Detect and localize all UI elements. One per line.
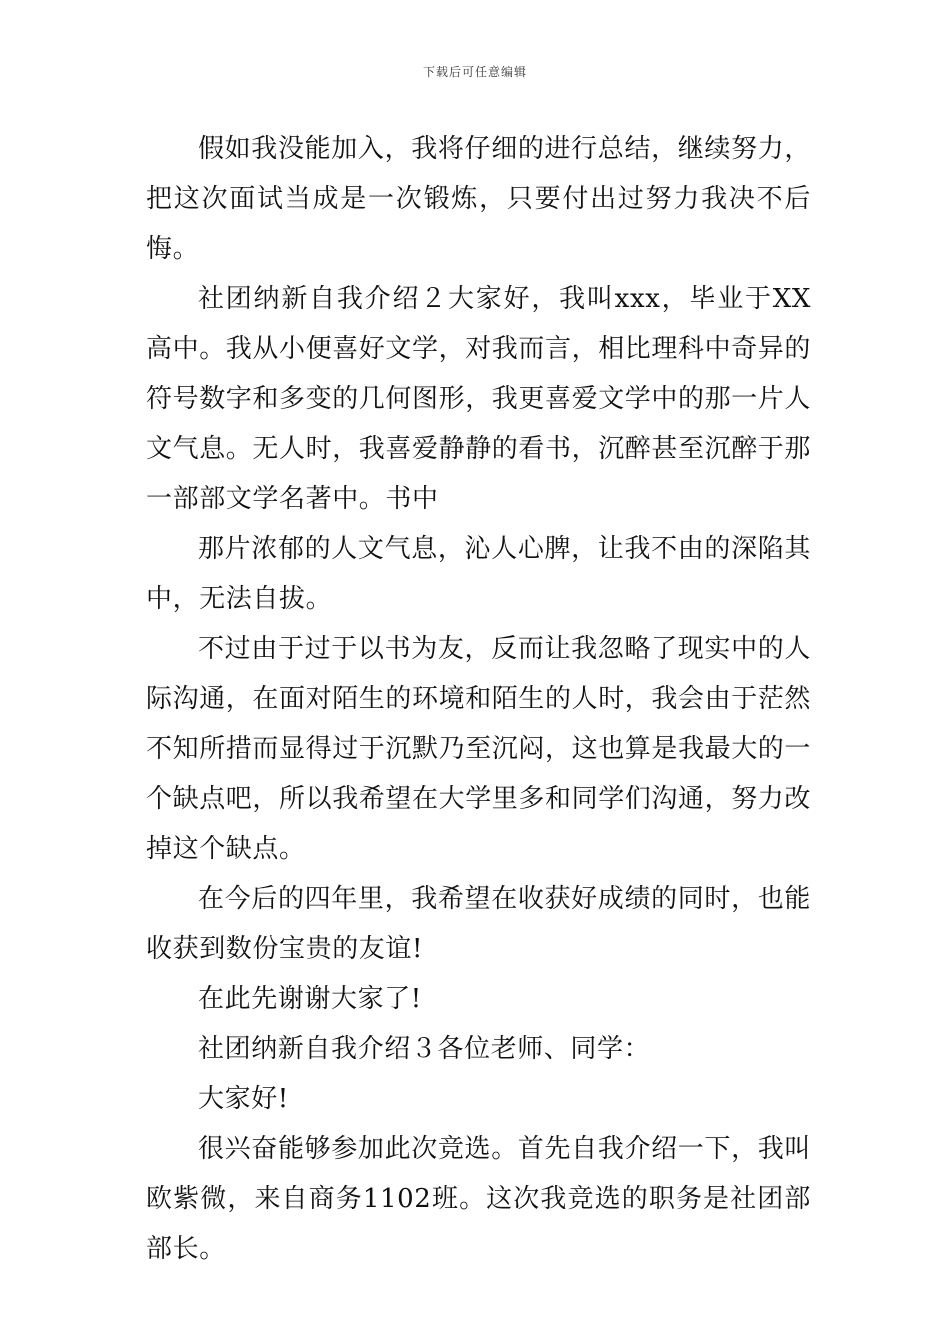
paragraph-1: 假如我没能加入，我将仔细的进行总结，继续努力，把这次面试当成是一次锻炼，只要付出过努力我决不后悔。 (146, 134, 811, 264)
paragraph-4: 不过由于过于以书为友，反而让我忽略了现实中的人际沟通，在面对陌生的环境和陌生的人时，我会由于茫然不知所措而显得过于沉默乃至沉闷，这也算是我最大的一个缺点吧，所以我希望在大学里多和同学们沟通，努力改掉这个缺点。 (146, 634, 812, 864)
document-body (146, 124, 811, 1274)
paragraph-2: 社团纳新自我介绍２大家好，我叫xxx，毕业于XX高中。我从小便喜好文学，对我而言，相比理科中奇异的符号数字和多变的几何图形，我更喜爱文学中的那一片人文气息。无人时，我喜爱静静的看书，沉醉甚至沉醉于那一部部文学名著中。书中 (146, 284, 812, 514)
paragraph-5: 在今后的四年里，我希望在收获好成绩的同时，也能收获到数份宝贵的友谊! (146, 884, 811, 964)
paragraph-8: 大家好! (198, 1084, 289, 1114)
page-header-note: 下载后可任意编辑 (422, 65, 527, 79)
paragraph-7: 社团纳新自我介绍３各位老师、同学： (198, 1034, 651, 1064)
paragraph-9: 很兴奋能够参加此次竞选。首先自我介绍一下，我叫欧紫微，来自商务1102班。这次我竞选的职务是社团部部长。 (146, 1134, 811, 1264)
paragraph-3: 那片浓郁的人文气息，沁人心脾，让我不由的深陷其中，无法自拔。 (146, 534, 811, 614)
paragraph-6: 在此先谢谢大家了! (198, 984, 422, 1014)
